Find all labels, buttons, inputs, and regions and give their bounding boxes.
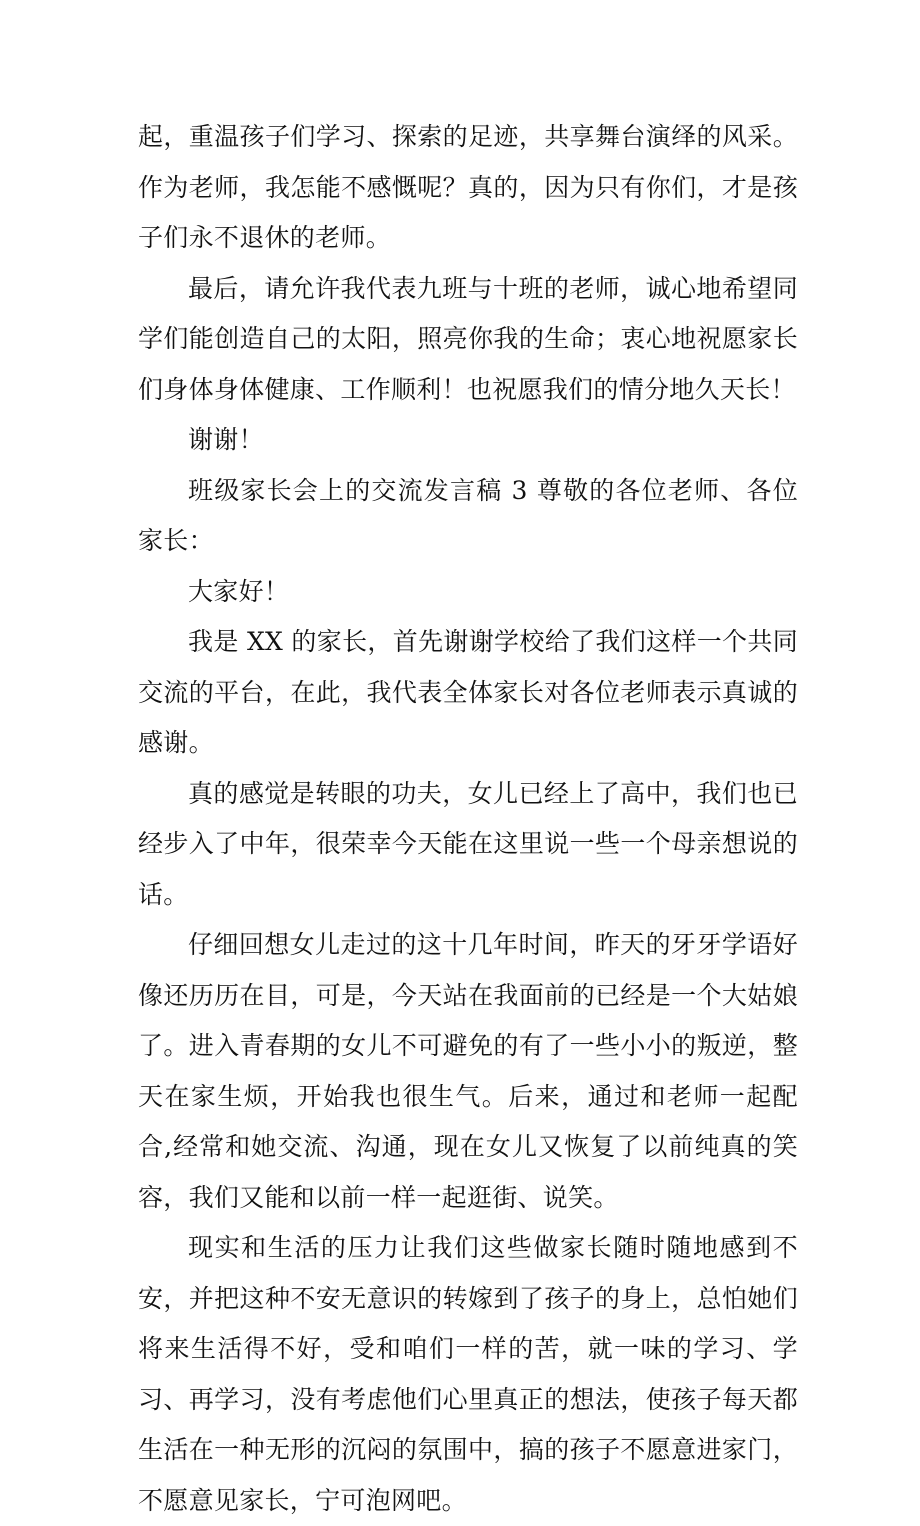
paragraph-5-greeting: 大家好！ bbox=[188, 576, 290, 606]
paragraph-9: 现实和生活的压力让我们这些做家长随时随地感到不安，并把这种不安无意识的转嫁到了孩子的身上，总怕她们将来生活得不好，受和咱们一样的苦，就一味的学习、学习、再学习，没有考虑他们心里真正的想法，使孩子每天都生活在一种无形的沉闷的氛围中，搞的孩子不愿意进家门，不愿意见家长，宁可泡网吧。 bbox=[138, 1233, 798, 1515]
paragraph-4-heading: 班级家长会上的交流发言稿 3 尊敬的各位老师、各位家长： bbox=[138, 475, 798, 555]
paragraph-3: 谢谢！ bbox=[188, 425, 264, 454]
paragraph-7: 真的感觉是转眼的功夫，女儿已经上了高中，我们也已经步入了中年，很荣幸今天能在这里说一些一个母亲想说的话。 bbox=[138, 778, 798, 909]
document-body bbox=[138, 112, 798, 1526]
paragraph-2: 最后，请允许我代表九班与十班的老师，诚心地希望同学们能创造自己的太阳，照亮你我的生命；衷心地祝愿家长们身体身体健康、工作顺利！也祝愿我们的情分地久天长！ bbox=[138, 273, 798, 404]
paragraph-8: 仔细回想女儿走过的这十几年时间，昨天的牙牙学语好像还历历在目，可是，今天站在我面前的已经是一个大姑娘了。进入青春期的女儿不可避免的有了一些小小的叛逆，整天在家生烦，开始我也很生气。后来，通过和老师一起配合,经常和她交流、沟通，现在女儿又恢复了以前纯真的笑容，我们又能和以前一样一起逛街、说笑。 bbox=[138, 930, 798, 1212]
paragraph-1: 起，重温孩子们学习、探索的足迹，共享舞台演绎的风采。作为老师，我怎能不感慨呢？真的，因为只有你们，才是孩子们永不退休的老师。 bbox=[138, 122, 798, 252]
paragraph-6: 我是 XX 的家长，首先谢谢学校给了我们这样一个共同交流的平台，在此，我代表全体家长对各位老师表示真诚的感谢。 bbox=[138, 627, 798, 757]
